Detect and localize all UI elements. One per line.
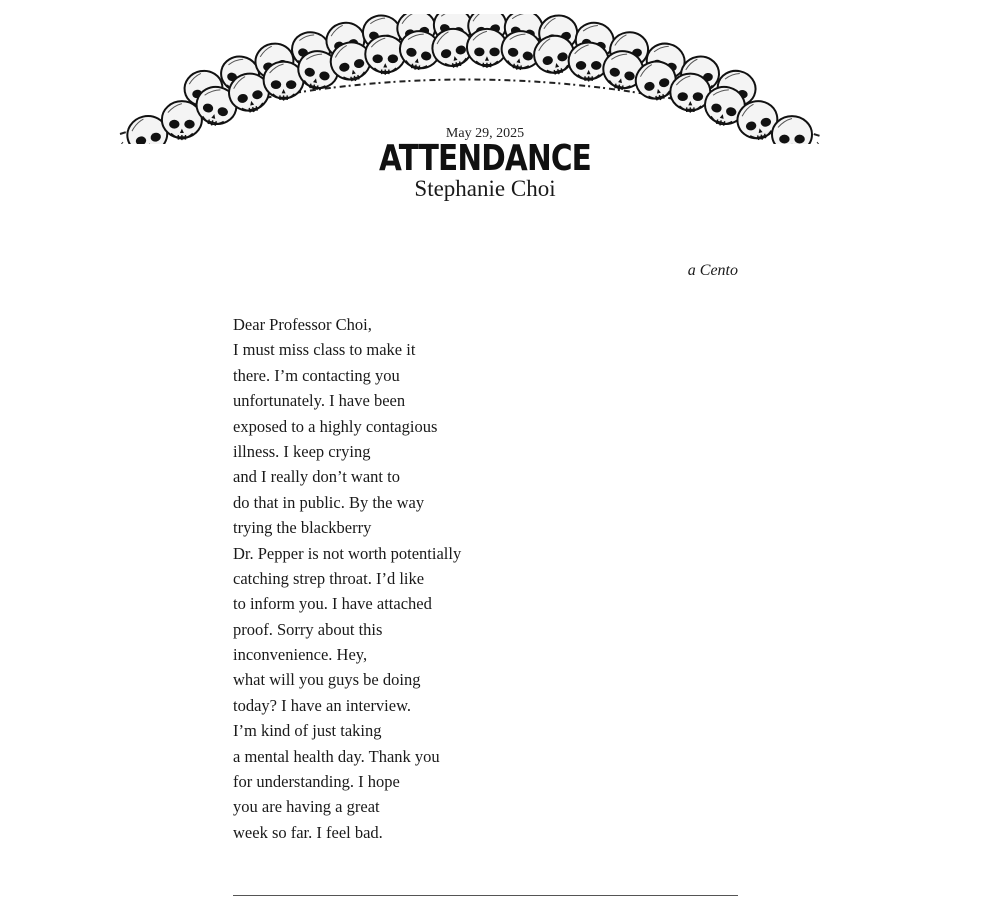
- poem-line: exposed to a highly contagious: [233, 416, 438, 436]
- poem-line: and I really don’t want to: [233, 467, 400, 487]
- poem-line: I’m kind of just taking: [233, 721, 382, 741]
- poem-line: what will you guys be doing: [233, 670, 421, 690]
- poem-line: catching strep throat. I’d like: [233, 568, 425, 588]
- publication-date: May 29, 2025: [445, 126, 525, 141]
- poem-line: for understanding. I hope: [233, 772, 400, 792]
- poem-line: to inform you. I have attached: [233, 594, 432, 614]
- poem-line: inconvenience. Hey,: [233, 645, 368, 665]
- poem-line: proof. Sorry about this: [233, 619, 383, 639]
- epigraph: a Cento: [687, 262, 738, 279]
- skull-pile-illustration: [115, 14, 825, 144]
- poem-line: you are having a great: [233, 797, 380, 817]
- poem-line: today? I have an interview.: [233, 695, 412, 715]
- poem-line: I must miss class to make it: [233, 340, 416, 360]
- author-name: Stephanie Choi: [414, 176, 556, 201]
- poem-line: unfortunately. I have been: [233, 391, 406, 411]
- divider: [233, 895, 738, 896]
- poem-line: do that in public. By the way: [233, 492, 425, 512]
- poem-line: there. I’m contacting you: [233, 365, 400, 385]
- poem-line: illness. I keep crying: [233, 441, 371, 461]
- poem-line: a mental health day. Thank you: [233, 746, 440, 766]
- poem-body: [233, 312, 461, 845]
- poem-line: trying the blackberry: [233, 518, 372, 538]
- poem-line: Dear Professor Choi,: [233, 315, 372, 334]
- poem-line: week so far. I feel bad.: [233, 822, 383, 842]
- poem-line: Dr. Pepper is not worth potentially: [233, 543, 462, 563]
- page-title: ATTENDANCE: [378, 138, 592, 179]
